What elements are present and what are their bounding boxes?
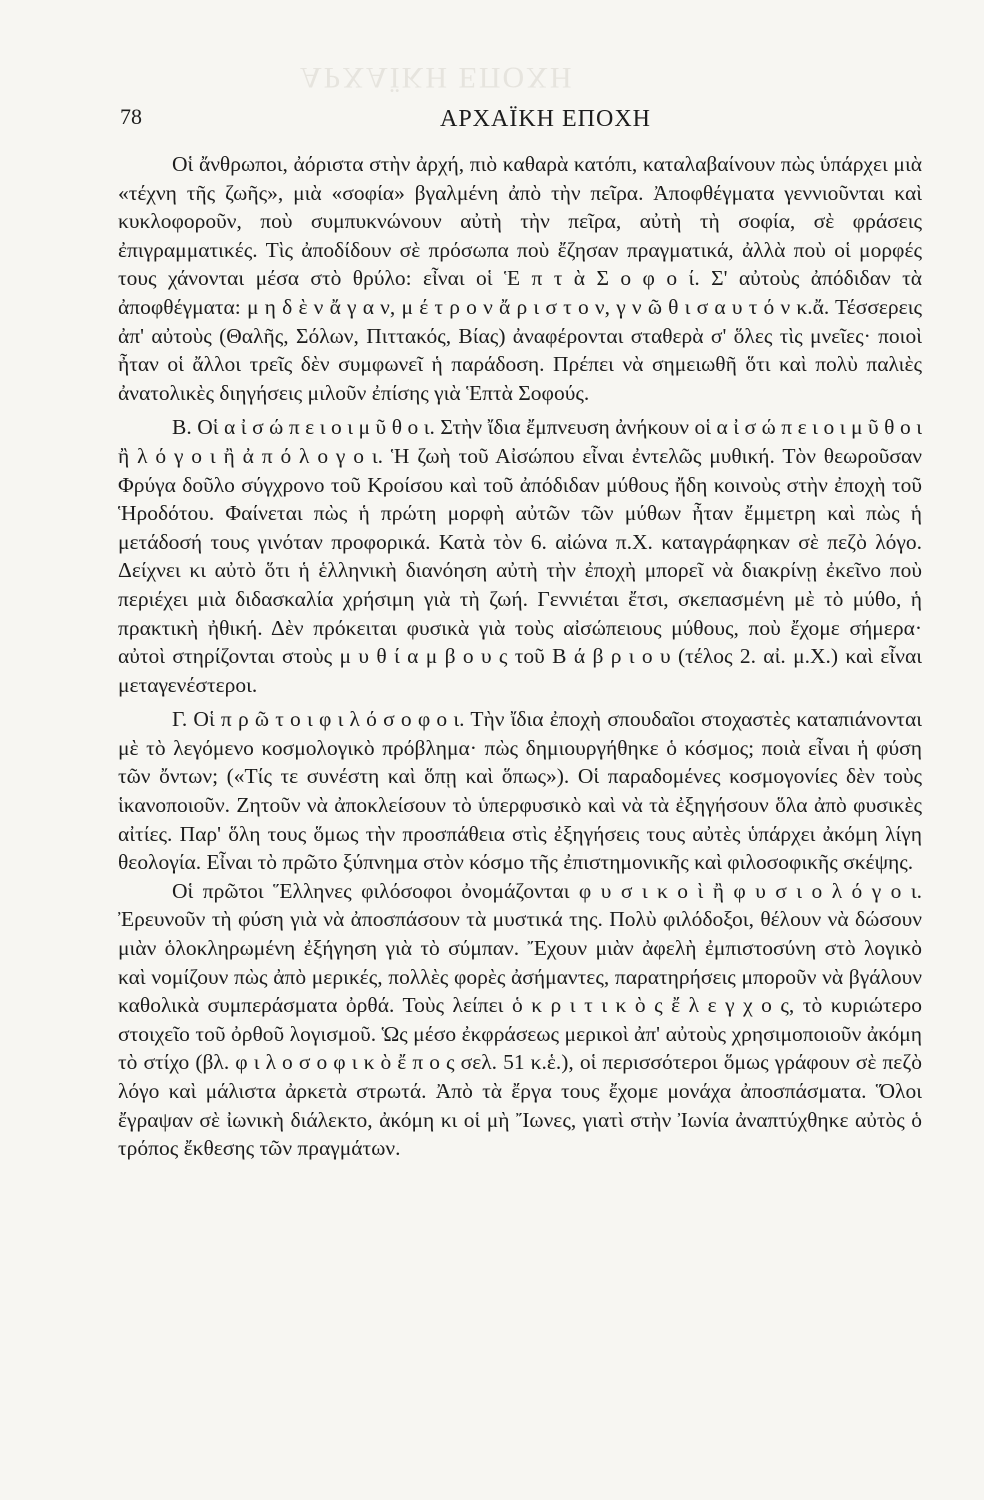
bleed-through-text: ΑΡΧΑΪΚΗ ΕΠΟΧΗ	[300, 61, 574, 94]
page-number: 78	[120, 104, 142, 129]
running-head: ΑΡΧΑΪΚΗ ΕΠΟΧΗ	[440, 106, 651, 132]
paragraph-physiologoi: Οἱ πρῶτοι Ἕλληνες φιλόσοφοι ὀνομάζονται φ υ σ ι κ ο ὶ ἢ φ υ σ ι ο λ ό γ ο ι. Ἐρευνοῦν τὴ φύση γιὰ νὰ ἀποσπάσουν τὰ μυστικά της. Πολὺ φιλόδοξοι, θέλουν νὰ δώσουν μιὰν ὁλοκληρωμένη ἐξήγηση γιὰ τὸ σύμπαν. Ἔχουν μιὰν ἀφελὴ ἐμπιστοσύνη στὸ λογικὸ καὶ νομίζουν πὼς ἀπὸ μερικές, πολλὲς φορὲς ἀσήμαντες, παρατηρήσεις μποροῦν νὰ βγάλουν καθολικὰ συμπεράσματα ὀρθά. Τοὺς λείπει ὁ κ ρ ι τ ι κ ὸ ς ἔ λ ε γ χ ο ς, τὸ κυριώτερο στοιχεῖο τοῦ ὀρθοῦ λογισμοῦ. Ὡς μέσο ἐκφράσεως μερικοὶ ἀπ' αὐτοὺς χρησιμοποιοῦν ἀκόμη τὸ στίχο (βλ. φ ι λ ο σ ο φ ι κ ὸ ἔ π ο ς σελ. 51 κ.ἑ.), οἱ περισσότεροι ὅμως γράφουν σὲ πεζὸ λόγο καὶ μάλιστα ἀρκετὰ στρωτά. Ἀπὸ τὰ ἔργα τους ἔχομε μονάχα ἀποσπάσματα. Ὅλοι ἔγραψαν σὲ ἰωνικὴ διάλεκτο, ἀκόμη κι οἱ μὴ Ἴωνες, γιατὶ στὴν Ἰωνία ἀναπτύχθηκε αὐτὸς ὁ τρόπος ἔκθεσης τῶν πραγμάτων.	[118, 878, 922, 1161]
paragraph-first-philosophers: Γ. Οἱ π ρ ῶ τ ο ι φ ι λ ό σ ο φ ο ι. Τὴν ἴδια ἐποχὴ σπουδαῖοι στοχαστὲς καταπιάνονται μὲ τὸ λεγόμενο κοσμολογικὸ πρόβλημα· πὼς δημιουργήθηκε ὁ κόσμος; ποιὰ εἶναι ἡ φύση τῶν ὄντων; («Τίς τε συνέστη καὶ ὅπῃ καὶ ὅπως»). Οἱ παραδομένες κοσμογονίες δὲν τοὺς ἱκανοποιοῦν. Ζητοῦν νὰ ἀποκλείσουν τὸ ὑπερφυσικὸ καὶ νὰ τὰ ἐξηγήσουν ὅλα ἀπὸ φυσικὲς αἰτίες. Παρ' ὅλη τους ὅμως τὴν προσπάθεια στὶς ἐξηγήσεις τους αὐτὲς ὑπάρχει ἀκόμη λίγη θεολογία. Εἶναι τὸ πρῶτο ξύπνημα στὸν κόσμο τῆς ἐπιστημονικῆς καὶ φιλοσοφικῆς σκέψης.	[118, 707, 922, 875]
paragraph-seven-sages: Οἱ ἄνθρωποι, ἀόριστα στὴν ἀρχή, πιὸ καθαρὰ κατόπι, καταλαβαίνουν πὼς ὑπάρχει μιὰ «τέχνη τῆς ζωῆς», μιὰ «σοφία» βγαλμένη ἀπὸ τὴν πεῖρα. Ἀποφθέγματα γεννιοῦνται καὶ κυκλοφοροῦν, ποὺ συμπυκνώνουν αὐτὴ τὴν πεῖρα, αὐτὴ τὴ σοφία, σὲ φράσεις ἐπιγραμματικές. Τὶς ἀποδίδουν σὲ πρόσωπα ποὺ ἔζησαν πραγματικά, ἀλλὰ ποὺ οἱ μορφές τους χάνονται μέσα στὸ θρύλο: εἶναι οἱ Ἑ π τ ὰ Σ ο φ ο ί. Σ' αὐτοὺς ἀπόδιδαν τὰ ἀποφθέγματα: μ η δ ὲ ν ἄ γ α ν, μ έ τ ρ ο ν ἄ ρ ι σ τ ο ν, γ ν ῶ θ ι σ α υ τ ό ν κ.ἄ. Τέσσερεις ἀπ' αὐτοὺς (Θαλῆς, Σόλων, Πιττακός, Βίας) ἀναφέρονται σταθερὰ σ' ὅλες τὶς μνεῖες· ποιοὶ ἦταν οἱ ἄλλοι τρεῖς δὲν συμφωνεῖ ἡ παράδοση. Πρέπει νὰ σημειωθῆ ὅτι καὶ πολὺ παλιὲς ἀνατολικὲς διηγήσεις μιλοῦν ἐπίσης γιὰ Ἑπτὰ Σοφούς.	[118, 152, 922, 405]
body-text	[118, 150, 922, 1163]
paragraph-aesop-fables: Β. Οἱ α ἰ σ ώ π ε ι ο ι μ ῦ θ ο ι. Στὴν ἴδια ἔμπνευση ἀνήκουν οἱ α ἰ σ ώ π ε ι ο ι μ ῦ θ ο ι ἢ λ ό γ ο ι ἢ ἀ π ό λ ο γ ο ι. Ἡ ζωὴ τοῦ Αἰσώπου εἶναι ἐντελῶς μυθική. Τὸν θεωροῦσαν Φρύγα δοῦλο σύγχρονο τοῦ Κροίσου καὶ τοῦ ἀπόδιδαν μύθους ἤδη κοινοὺς στὴν ἐποχὴ τοῦ Ἡροδότου. Φαίνεται πὼς ἡ πρώτη μορφὴ αὐτῶν τῶν μύθων ἦταν ἔμμετρη καὶ πὼς ἡ μετάδοσή τους γινόταν προφορικά. Κατὰ τὸν 6. αἰώνα π.Χ. καταγράφηκαν σὲ πεζὸ λόγο. Δείχνει κι αὐτὸ ὅτι ἡ ἑλληνικὴ διανόηση αὐτὴ τὴν ἐποχὴ μπορεῖ νὰ διακρίνῃ ἐκεῖνο ποὺ περιέχει μιὰ διδασκαλία χρήσιμη γιὰ τὴ ζωή. Γεννιέται ἔτσι, σκεπασμένη μὲ τὸ μύθο, ἡ πρακτικὴ ἠθική. Δὲν πρόκειται φυσικὰ γιὰ τοὺς αἰσώπειους μύθους, ποὺ ἔχομε σήμερα· αὐτοὶ στηρίζονται στοὺς μ υ θ ί α μ β ο υ ς τοῦ Β ά β ρ ι ο υ (τέλος 2. αἰ. μ.Χ.) καὶ εἶναι μεταγενέστεροι.	[118, 415, 922, 697]
